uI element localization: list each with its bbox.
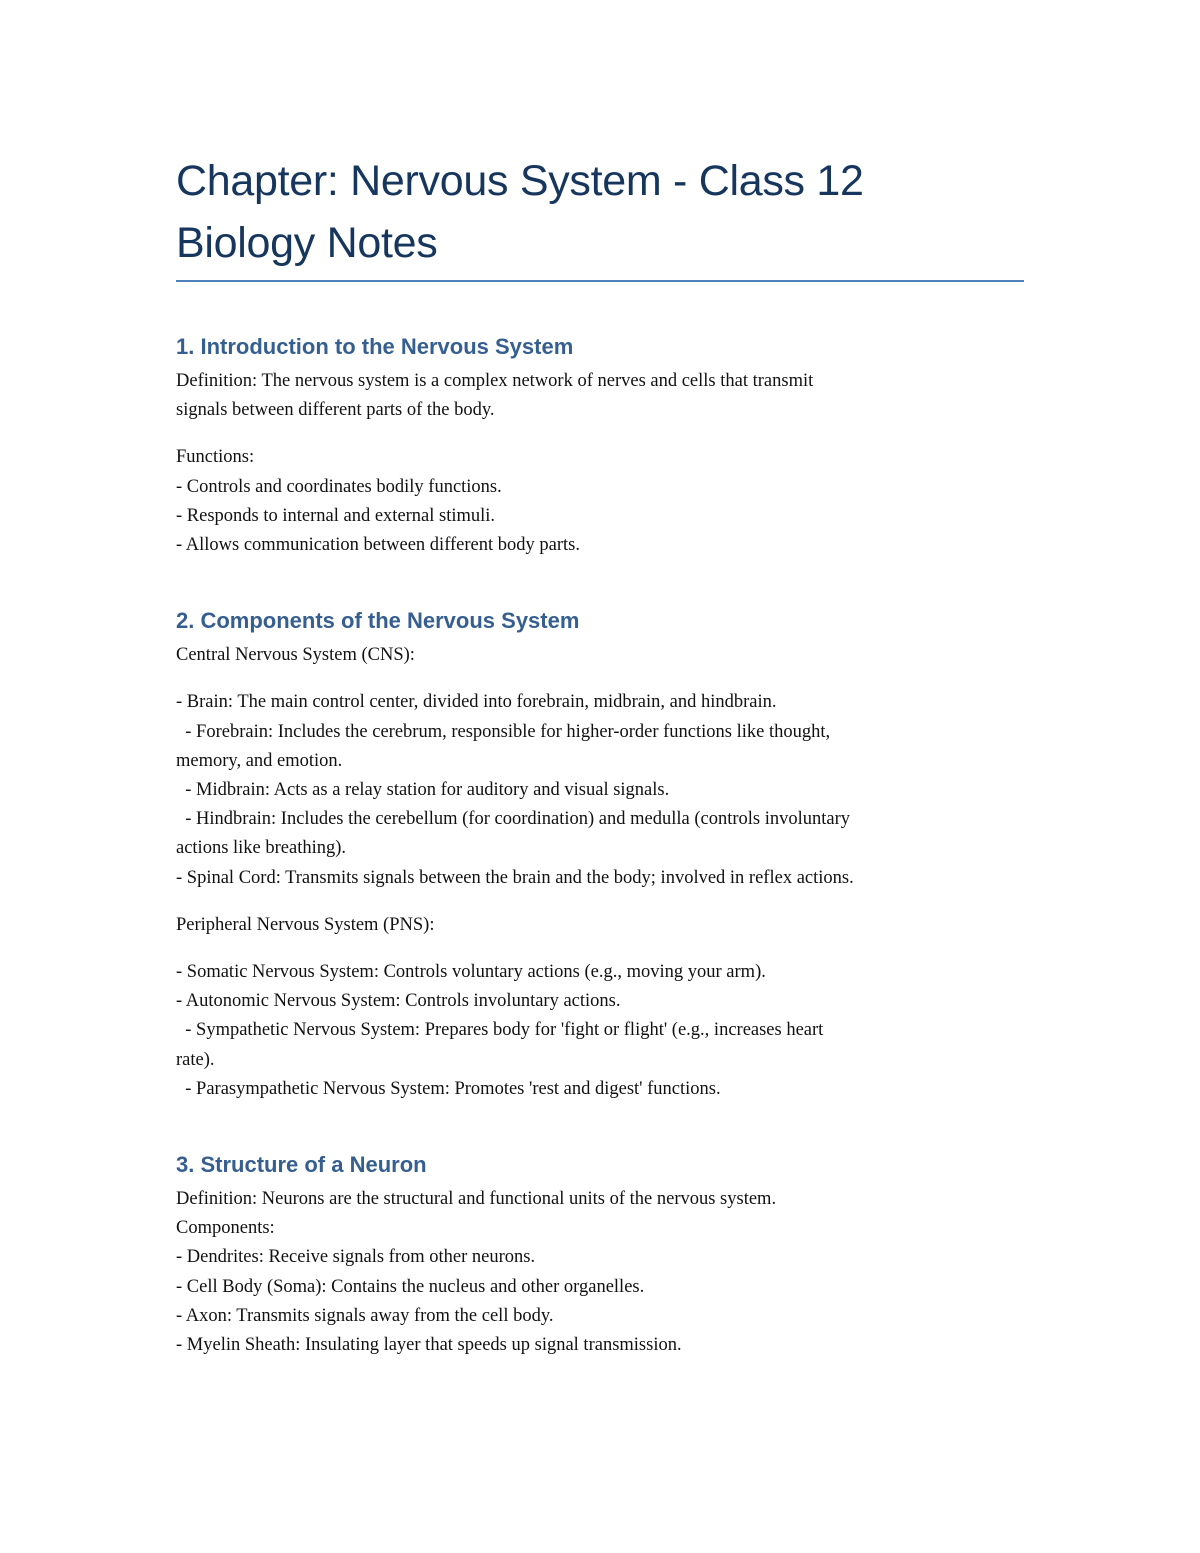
list-item: - Dendrites: Receive signals from other neurons. bbox=[176, 1247, 536, 1268]
section-introduction bbox=[176, 332, 1024, 560]
section-heading: 1. Introduction to the Nervous System bbox=[176, 334, 574, 359]
text-line: Peripheral Nervous System (PNS): bbox=[176, 914, 435, 935]
list-item: - Midbrain: Acts as a relay station for auditory and visual signals. bbox=[176, 780, 670, 801]
section-components bbox=[176, 606, 1024, 1104]
title-line-1: Chapter: Nervous System - Class 12 bbox=[176, 157, 864, 205]
list-item: - Responds to internal and external stimuli. bbox=[176, 505, 496, 526]
text-line: memory, and emotion. bbox=[176, 750, 343, 771]
list-item: - Allows communication between different body parts. bbox=[176, 535, 580, 556]
document-page bbox=[176, 150, 1024, 1360]
list-item: - Sympathetic Nervous System: Prepares body for 'fight or flight' (e.g., increases heart bbox=[176, 1020, 824, 1041]
title-line-2: Biology Notes bbox=[176, 219, 438, 267]
text-line: Definition: The nervous system is a complex network of nerves and cells that transmit bbox=[176, 371, 814, 391]
document-title bbox=[176, 150, 1024, 274]
text-line: Definition: Neurons are the structural and functional units of the nervous system. bbox=[176, 1189, 777, 1210]
text-line: Functions: bbox=[176, 447, 255, 468]
list-item: - Forebrain: Includes the cerebrum, responsible for higher-order functions like thought, bbox=[176, 721, 831, 742]
list-item: - Myelin Sheath: Insulating layer that speeds up signal transmission. bbox=[176, 1335, 682, 1356]
list-item: - Brain: The main control center, divided into forebrain, midbrain, and hindbrain. bbox=[176, 692, 777, 713]
text-line: rate). bbox=[176, 1049, 215, 1070]
section-neuron-structure bbox=[176, 1150, 1024, 1360]
list-item: - Autonomic Nervous System: Controls involuntary actions. bbox=[176, 991, 621, 1012]
list-item: - Spinal Cord: Transmits signals between the brain and the body; involved in reflex actions. bbox=[176, 867, 854, 888]
text-line: actions like breathing). bbox=[176, 838, 347, 859]
list-item: - Somatic Nervous System: Controls voluntary actions (e.g., moving your arm). bbox=[176, 962, 766, 983]
section-heading: 2. Components of the Nervous System bbox=[176, 608, 580, 634]
list-item: - Hindbrain: Includes the cerebellum (for coordination) and medulla (controls involuntary bbox=[176, 809, 851, 830]
text-line: Central Nervous System (CNS): bbox=[176, 645, 415, 666]
list-item: - Axon: Transmits signals away from the cell body. bbox=[176, 1305, 554, 1326]
list-item: - Controls and coordinates bodily functions. bbox=[176, 476, 502, 497]
list-item: - Parasympathetic Nervous System: Promotes 'rest and digest' functions. bbox=[176, 1078, 721, 1099]
section-heading: 3. Structure of a Neuron bbox=[176, 1152, 427, 1178]
text-line: signals between different parts of the body. bbox=[176, 400, 495, 421]
list-item: - Cell Body (Soma): Contains the nucleus and other organelles. bbox=[176, 1276, 645, 1297]
text-line: Components: bbox=[176, 1218, 275, 1239]
